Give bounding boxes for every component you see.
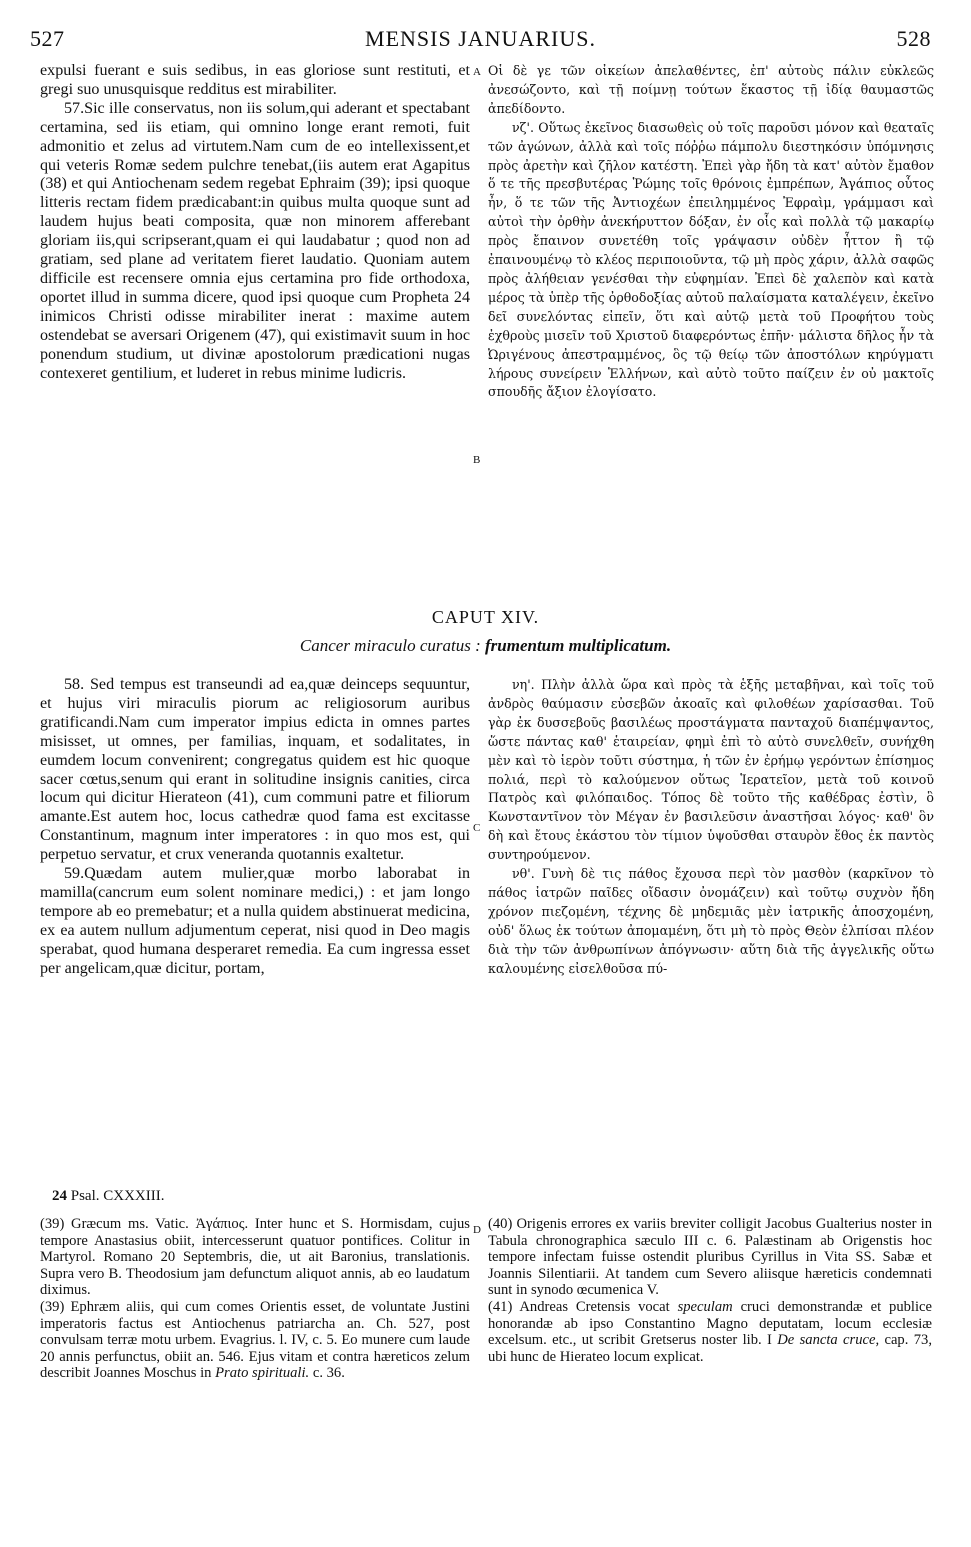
footnote-number: 24 (52, 1188, 67, 1204)
greek-paragraph: νζ'. Οὕτως ἐκεῖνος διασωθεὶς οὐ τοῖς παροῦσι μόνον καὶ θεαταῖς τῶν ἀγώνων, ἀλλὰ καὶ τοῖς πόῤῥω πάμπολυ διεστηκόσιν ὑπόμνησις πρὸς ἀρετὴν καὶ ζῆλον κατέστη. Ἐπεὶ γὰρ ἤδη τὰ κατ' αὐτὸν ἔμαθον ὅ τε τῆς πρεσβυτέρας Ῥώμης τοῖς θρόνοις ἐμπρέπων, Ἀγάπιος οὗτος ἦν, ὅ τε τῶν τῆς Ἀντιοχέων ἐπειλημμένος Ἐφραὶμ, γράμμασι καὶ αὐτοὶ τὴν ὀρθὴν ἀνεκήρυττον δόξαν, ἐν οἷς καὶ πολλὰ τῷ μακαρίῳ πρὸς ἔπαινον συνετέθη τοῖς γράψασιν οὐδὲν ἧττον ἢ τῷ ἐπαινουμένῳ τὸ κλέος περιποιοῦντα, τῷ μὴ πρὸς χάριν, ἀλλὰ σαφῶς πρὸς ἀλήθειαν γενέσθαι τὴν εὐφημίαν. Ἐπεὶ δὲ χαλεπὸν καὶ κατὰ μέρος τὰ ὑπὲρ τῆς ὀρθοδοξίας αὐτοῦ παλαίσματα καταλέγειν, ἐκεῖνο δεῖ συνελόντας εἰπεῖν, ὅτι καὶ αὐτῷ μετὰ τοῦ Προφήτου τοὺς ἐχθροὺς μισεῖν τοῦ Χριστοῦ διαφερόντως ἐπῆν· μάλιστα δῆλος ἦν τὰ Ὠριγένους ἀπεστραμμένος, ὃς τῷ θείῳ τῶν ἀποστόλων κηρύγματι λήρους συνείρειν Ἑλλήνων, καὶ αὐτὸ τοῦτο παίζειν ἐν οὐ μακτοῖς σπουδῆς ἄξιον ἐλογίσατο. (488, 119, 934, 400)
note-39b: (39) Ephræm aliis, qui cum comes Orientis esset, de voluntate Justini imperatoris factus est Antiochenus patriarcha an. Ch. 527, post convulsam terræ motu urbem. Evagrius. l. IV, c. 5. Eo munere cum laude 20 annis perfunctus, obiit an. 546. Ejus vitam et contra hæreticos zelum describit Joannes Moschus in Prato spirituali. c. 36. (40, 1298, 470, 1382)
notes-right (488, 1216, 932, 1365)
latin-column-bottom (40, 676, 470, 979)
latin-paragraph: expulsi fuerant e suis sedibus, in eas gloriose sunt restituti, et gregi suo unusquisque redditus est mirabiliter. (40, 62, 470, 98)
footnote-text: Psal. CXXXIII. (70, 1188, 165, 1204)
running-title: MENSIS JANUARIUS. (365, 26, 596, 51)
chapter-title: CAPUT XIV. (431, 607, 540, 627)
latin-column-top (40, 62, 470, 383)
chapter-subtitle (0, 636, 971, 656)
chapter-subtitle-part: frumentum multiplicatum. (484, 636, 672, 655)
latin-paragraph: 57.Sic ille conservatus, non iis solum,qui aderant et spectabant certamina, sed iis etiam, qui omnino longe erant remoti, fuit admonitio et zelus ad virtutem.Nam cum de eo intellexissent,et qui veteris Romæ sedem pulchre tenebat,(iis autem erat Agapitus (38) et qui Antiochenam sedem regebat Ephraim (39); ipsi quoque litteris rectam fidem prædicabant:in quibus multa quoque sunt ad laudem hujus beati composita, quæ non minorem afferebant gloriam iis,qui scripserant,quam ei qui laudabatur ; quod non ad gratiam, sed plane ad veritatem fieret laudatio. Quoniam autem difficile est recensere omnia ejus certamina pro fide orthodoxa, oportet illud in summa dicere, quod ipsi quoque cum Propheta 24 inimicos Christi odisse mirabiliter inerat : maxime autem ostendebat se aversari Origenem (47), qui existimavit suum in hoc ponendum studium, ut divinæ apostolorum prædicationi nugas contexeret gentilium, et luderet in rebus minime ludicris. (40, 99, 470, 382)
greek-column-top (488, 62, 934, 402)
margin-letter: C (473, 822, 481, 834)
note-41: (41) Andreas Cretensis vocat speculam cruci demonstrandæ et publice honorandæ ab ipso Constantino Magno deputatam, locum ecclesiæ excelsum. etc., ut scribit Gretserus noster lib. I De sancta cruce, cap. 73, ubi hunc de Hierateo locum explicat. (488, 1298, 932, 1365)
notes-left (40, 1216, 470, 1382)
note-39a: (39) Græcum ms. Vatic. Ἀγάπιος. Inter hunc et S. Hormisdam, cujus tempore Anastasius obiit, intercesserunt quatuor pontifices. Colitur in Martyrol. Romano 20 Septembris, die, ut ait Baronius, translationis. Supra vero B. Theodosium jam defunctum aliquot annis, ab eo laudatum diximus. (40, 1216, 470, 1299)
latin-paragraph: 59.Quædam autem mulier,quæ morbo laborabat in mamilla(cancrum eum solent nominare medici,) : et jam longo tempore ab eo premebatur; et a nulla quidem abstinuerat medicina, ex ea autem nullum adjumentum ceperat, nisi quod in Deo magis sperabat, quod humana desperaret remedia. Ea cum ingressa esset per angelicam,quæ dicitur, portam, (40, 865, 470, 977)
footnote-24 (52, 1188, 165, 1205)
page-number-right: 528 (896, 26, 931, 51)
margin-letter: A (473, 66, 481, 78)
greek-paragraph: νη'. Πλὴν ἀλλὰ ὥρα καὶ πρὸς τὰ ἑξῆς μεταβῆναι, καὶ τοῖς τοῦ ἀνδρὸς θαύμασιν εὐσεβῶν ἀκοαῖς καὶ φιλοθέων χαρίσασθαι. Τοῦ γὰρ ἐκ δυσσεβοῦς βασιλέως προστάγματα πανταχοῦ διαπέμψαντος, ὥστε πάντας καθ' ἑταιρείαν, φημὶ ἐπὶ τὸ αὐτὸ συνελθεῖν, συνήχθη μὲν καὶ τὸ ἱερὸν τοῦτι σύστημα, ἡ τῶν ἐν ἐρήμῳ γερόντων ἐπίσημος πολιά, περὶ τὸ καλούμενον οὕτως Ἱερατεῖον, μετὰ τοῦ κοινοῦ Πατρὸς καὶ φιλόπαιδος. Τόπος δὲ τοῦτο τῆς καθέδρας ἐστὶν, ὃ Κωνσταντῖνον τὸν Μέγαν ἐν βασιλεῦσιν ἀναστῆσαι λόγος· καθ' ὃν δὴ καὶ ἔτους ἑκάστου τὸν τίμιον ὑψοῦσθαι σταυρὸν ἔθος ἐκ παντὸς συντηρούμενον. (488, 677, 934, 863)
note-40: (40) Origenis errores ex variis breviter colligit Jacobus Gualterius noster in Tabula chronographica sæculo III c. 6. Palæstinam ab Origenstis hoc tempore infectam fuisse ostendit pluribus Cyrillus in Vita SS. Sabæ et Joannis Silentiarii. At tandem cum Severo aliisque hæreticis condemnati sunt in synodo œcumenica V. (488, 1216, 932, 1299)
greek-paragraph: νθ'. Γυνὴ δὲ τις πάθος ἔχουσα περὶ τὸν μασθὸν (καρκῖνον τὸ πάθος ἰατρῶν παῖδες οἴδασιν ὀνομάζειν) καὶ τοῦτῳ συχνὸν ἤδη χρόνον πιεζομένη, τέχνης δὲ μηδεμιᾶς μὲν ἰατρικῆς ἀποσχομένη, οὐδ' ὅλως ἐκ τούτων ἀπομαμένη, ὅτι μὴ τὸ πρὸς Θεὸν ἐλπίσαι πλέον διὰ τὴν τῶν ἀνθρωπίνων ἀπόγνωσιν· αὕτη διὰ τῆς ἀγγελικῆς οὕτω καλουμένης εἰσελθοῦσα πύ- (488, 866, 934, 976)
greek-column-bottom (488, 676, 934, 979)
chapter-subtitle-part: Cancer miraculo curatus : (299, 636, 481, 655)
margin-letter: D (473, 1224, 481, 1236)
latin-paragraph: 58. Sed tempus est transeundi ad ea,quæ deinceps sequuntur, et hujus viri miraculis piorum ac religiosorum auribus gratificandi.Nam cum imperator impius edicta in omnes partes misisset, ut omnes, per familias, inquam, et sodalitates, in eumdem locum convenirent; congregatus quidem est hic quoque sacer cœtus,senum qui erant in solitudine insignis canities, circa locum qui dicitur Hierateon (41), cum communi patre et filiorum amante.Est autem hoc, locus cathedræ quod fama est excitasse Constantinum, magnum inter imperatores : in quo mos est, qui perpetuo servatur, et crux veneranda quotannis exaltetur. (40, 676, 470, 864)
page-number-left: 527 (30, 26, 65, 51)
margin-letter: B (473, 454, 481, 466)
page-header (30, 26, 931, 56)
greek-paragraph: Οἱ δὲ γε τῶν οἰκείων ἀπελαθέντες, ἐπ' αὐτοὺς πάλιν εὐκλεῶς ἀνεσώζοντο, καὶ τῇ ποίμνῃ τούτων ἕκαστος τῇ ἰδίᾳ θαυμαστῶς ἀπεδίδοντο. (488, 63, 934, 116)
